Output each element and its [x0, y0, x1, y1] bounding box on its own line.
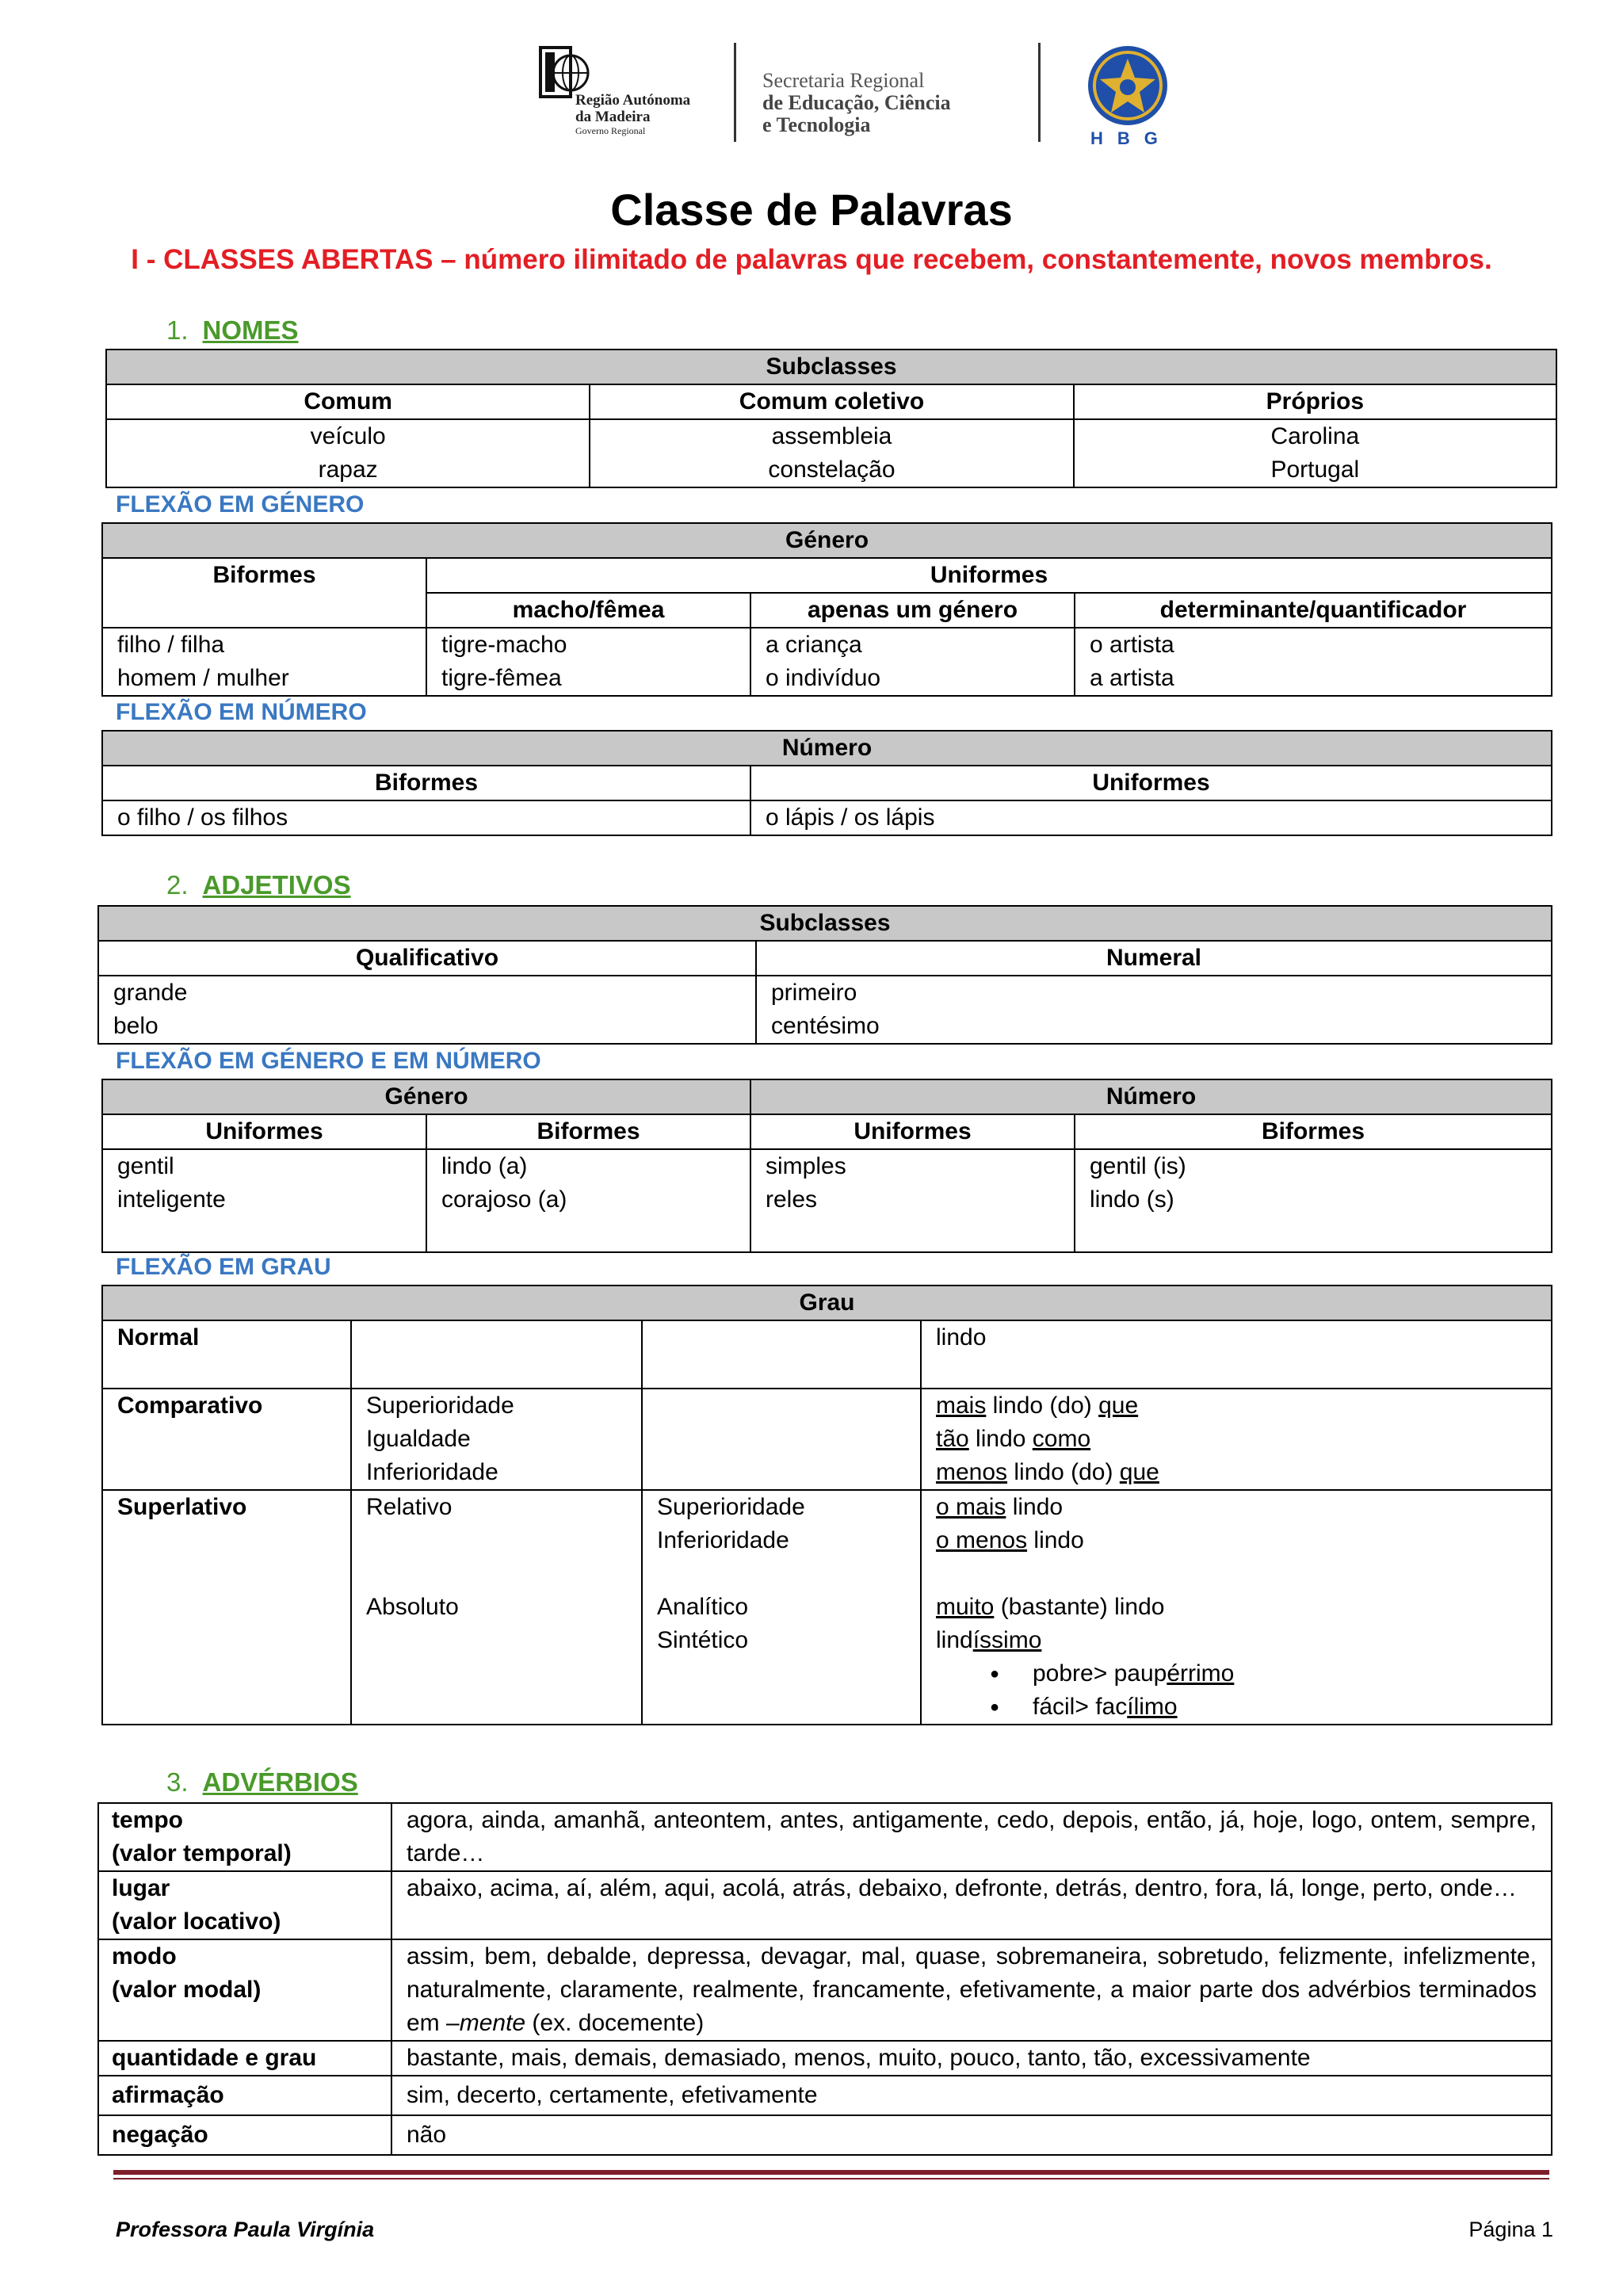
nomes-subclasses-table: Subclasses Comum Comum coletivo Próprios veículo rapaz assembleia constelação Carolina Portugal — [105, 349, 1557, 488]
section-adverbios-heading: 3. ADVÉRBIOS — [166, 1767, 358, 1797]
flexao-genero-numero-label: FLEXÃO EM GÉNERO E EM NÚMERO — [116, 1048, 541, 1074]
section-adjetivos-heading: 2. ADJETIVOS — [166, 870, 351, 900]
adjetivos-grau-table: Grau Normal lindo Comparativo Superioridade Igualdade Inferioridade mais lindo (do) que tão lindo como menos lindo (do) que Superlativo Relativo Absoluto Superioridade Inferioridade Analítico Sintético o mais lindo o menos lindo muito (bastante) lindo lindíssimo ● pobre> paupérrimo ● fácil> facílimo — [101, 1285, 1552, 1725]
flexao-grau-label: FLEXÃO EM GRAU — [116, 1254, 331, 1280]
nomes-genero-table: Género Biformes Uniformes macho/fêmea apenas um género determinante/quantificador filho / filha homem / mulher tigre-macho tigre-fêmea a criança o indivíduo o artista a artista — [101, 522, 1552, 697]
list-item: ● pobre> paupérrimo — [936, 1657, 1537, 1690]
footer-author: Professora Paula Virgínia — [116, 2218, 375, 2241]
adverbios-table — [97, 1802, 1552, 2156]
logo-separator — [1038, 43, 1041, 142]
adjetivos-subclasses-table: Subclasses Qualificativo Numeral grande belo primeiro centésimo — [97, 905, 1552, 1045]
list-item: ● fácil> facílimo — [936, 1690, 1537, 1724]
nomes-numero-table: Número Biformes Uniformes o filho / os filhos o lápis / os lápis — [101, 730, 1552, 836]
table-row: quantidade e grau bastante, mais, demais, demasiado, menos, muito, pouco, tanto, tão, excessivamente — [98, 2041, 1552, 2076]
page-number: Página 1 — [1468, 2218, 1553, 2241]
logo-separator — [734, 43, 736, 142]
sintetico-examples-list — [936, 1657, 1537, 1724]
table-row: tempo (valor temporal) agora, ainda, amanhã, anteontem, antes, antigamente, cedo, depois, então, já, hoje, logo, ontem, sempre, tarde… — [98, 1803, 1552, 1871]
secretaria-logo: Secretaria Regional de Educação, Ciência e Tecnologia — [762, 69, 951, 136]
page-subtitle: I - CLASSES ABERTAS – número ilimitado de palavras que recebem, constantemente, novos membros. — [131, 244, 1492, 275]
footer-divider — [113, 2178, 1549, 2179]
table-row: afirmação sim, decerto, certamente, efetivamente — [98, 2076, 1552, 2115]
page-title: Classe de Palavras — [610, 185, 1013, 235]
footer-divider — [113, 2170, 1549, 2175]
regiao-autonoma-text: Região Autónoma da Madeira Governo Regional — [575, 92, 691, 136]
regiao-autonoma-logo — [539, 46, 713, 141]
flexao-numero-label: FLEXÃO EM NÚMERO — [116, 699, 367, 725]
page-header — [0, 32, 1623, 151]
flexao-genero-label: FLEXÃO EM GÉNERO — [116, 491, 365, 518]
table-row: lugar (valor locativo) abaixo, acima, aí, além, aqui, acolá, atrás, debaixo, defronte, detrás, dentro, fora, lá, longe, perto, onde… — [98, 1871, 1552, 1939]
adjetivos-genero-numero-table: Género Número Uniformes Biformes Uniformes Biformes gentil inteligente lindo (a) corajoso (a) simples reles gentil (is) lindo (s) — [101, 1079, 1552, 1253]
table-row: modo (valor modal) assim, bem, debalde, depressa, devagar, mal, quase, sobremaneira, sobretudo, felizmente, infelizmente, naturalmente, claramente, realmente, francamente, efetivamente, a maior parte dos advérbios terminados em –mente (ex. docemente) — [98, 1939, 1552, 2041]
section-nomes-heading: 1. NOMES — [166, 315, 299, 345]
hbg-logo: HBG — [1084, 44, 1171, 147]
hbg-emblem-icon — [1084, 44, 1171, 127]
table-row: negação não — [98, 2115, 1552, 2155]
